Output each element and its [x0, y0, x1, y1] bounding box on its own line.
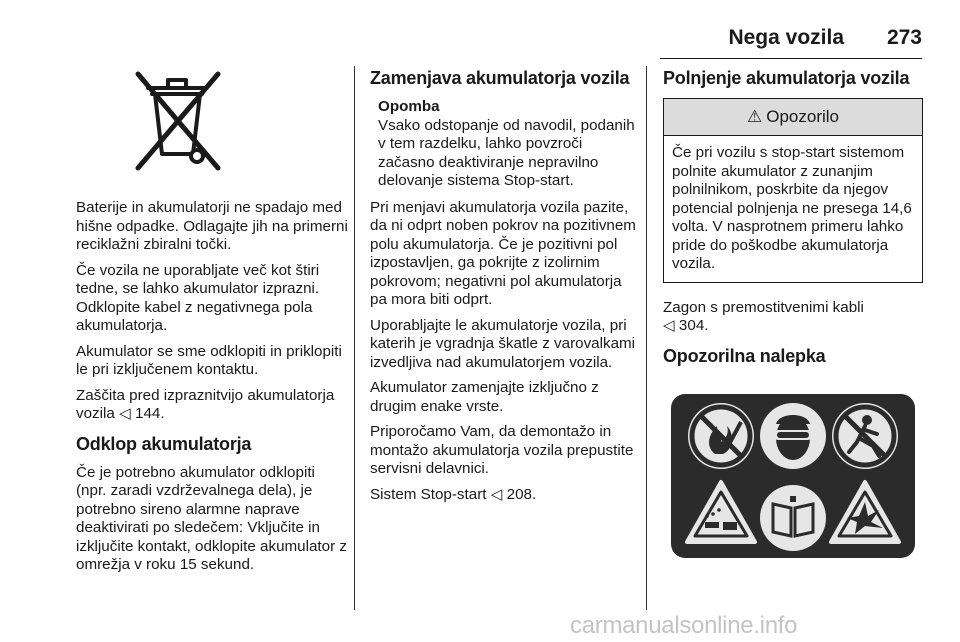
keep-children-away-icon — [832, 403, 898, 469]
warning-text: Če pri vozilu s stop-start sistemom polnite akumulator z zunanjim polnilnikom, poskrbite da njegov potencial polnjenja ne presega 14,6 volta. V nasprotnem primeru lahko pride do poškodbe akumulatorja vozila. — [672, 144, 912, 272]
section-heading: Opozorilna nalepka — [663, 345, 826, 366]
warning-triangle-icon: ⚠ — [746, 107, 763, 126]
header-rule — [660, 58, 922, 59]
warning-title: Opozorilo — [766, 107, 839, 126]
reference-text: Zaščita pred izpraznitvijo akumulatorja vozila — [76, 386, 335, 422]
column-divider — [646, 66, 647, 610]
page-header-title: Nega vozila — [728, 26, 844, 49]
watermark: carmanualsonline.info — [570, 612, 798, 639]
reference-text: Sistem Stop-start — [370, 485, 487, 503]
page-reference-icon: ◁ — [119, 405, 131, 422]
reference-text: Zagon s premostitvenimi kabli — [663, 298, 864, 316]
no-flame-icon — [688, 403, 754, 469]
section-heading: Odklop akumulatorja — [76, 433, 252, 454]
paragraph: Če je potrebno akumulator odklopiti (npr. zaradi vzdrževalnega dela), je potrebno sireno alarmne naprave deaktivirati po sledečem: Vključite in izključite kontakt, odklopite akumulator z omrežja v roku 15 sekund. — [76, 463, 347, 573]
section-heading: Zamenjava akumulatorja vozila — [370, 68, 630, 88]
page-reference-link[interactable]: 144. — [135, 405, 165, 422]
paragraph: Akumulator se sme odklopiti in priklopiti le pri izključenem kontaktu. — [76, 342, 342, 378]
paragraph: Pri menjavi akumulatorja vozila pazite, da ni odprt noben pokrov na pozitivnem polu akumulatorja. Če je pozitivni pol izpostavljen, ga pokrijte z izolirnim pokrovom; negativni pol akumulatorja pa mora biti odprt. — [370, 198, 636, 308]
note-title: Opomba — [378, 98, 440, 115]
section-heading: Polnjenje akumulatorja vozila — [663, 68, 910, 88]
column-divider — [354, 66, 355, 610]
paragraph: Akumulator zamenjajte izključno z drugim enake vrste. — [370, 379, 599, 415]
battery-warning-label — [669, 376, 917, 560]
note-block — [378, 98, 636, 191]
reference-paragraph — [663, 299, 923, 336]
page-number: 273 — [886, 26, 922, 49]
read-manual-icon — [760, 485, 826, 551]
page-reference-icon: ◁ — [663, 317, 675, 334]
paragraph: Priporočamo Vam, da demontažo in montažo akumulatorja vozila prepustite servisni delavnici. — [370, 423, 634, 477]
page-reference-link[interactable]: 208. — [506, 485, 537, 503]
page-reference-icon: ◁ — [490, 485, 503, 503]
crossed-out-bin-icon — [76, 68, 276, 178]
warning-box — [663, 98, 923, 283]
note-text: Vsako odstopanje od navodil, podanih v tem razdelku, lahko povzroči začasno deaktiviranje nepravilno delovanje sistema Stop-start. — [378, 116, 635, 189]
page-header — [660, 24, 922, 58]
column-3 — [663, 68, 923, 560]
paragraph: Če vozila ne uporabljate več kot štiri tedne, se lahko akumulator izprazni. Odklopite kabel z negativnega pola akumulatorja. — [76, 261, 320, 334]
column-2 — [370, 68, 636, 511]
paragraph: Baterije in akumulatorji ne spadajo med hišne odpadke. Odlagajte jih na primerni reciklažni zbiralni točki. — [76, 199, 348, 253]
paragraph: Uporabljajte le akumulatorje vozila, pri katerih je vgradnja škatle z varovalkami izvedljiva nad akumulatorjem vozila. — [370, 316, 636, 371]
reference-paragraph — [76, 387, 348, 424]
warning-header — [664, 99, 922, 136]
column-1 — [76, 68, 348, 582]
reference-paragraph — [370, 486, 636, 505]
page-reference-link[interactable]: 304. — [678, 317, 709, 334]
eye-protection-icon — [760, 403, 826, 469]
